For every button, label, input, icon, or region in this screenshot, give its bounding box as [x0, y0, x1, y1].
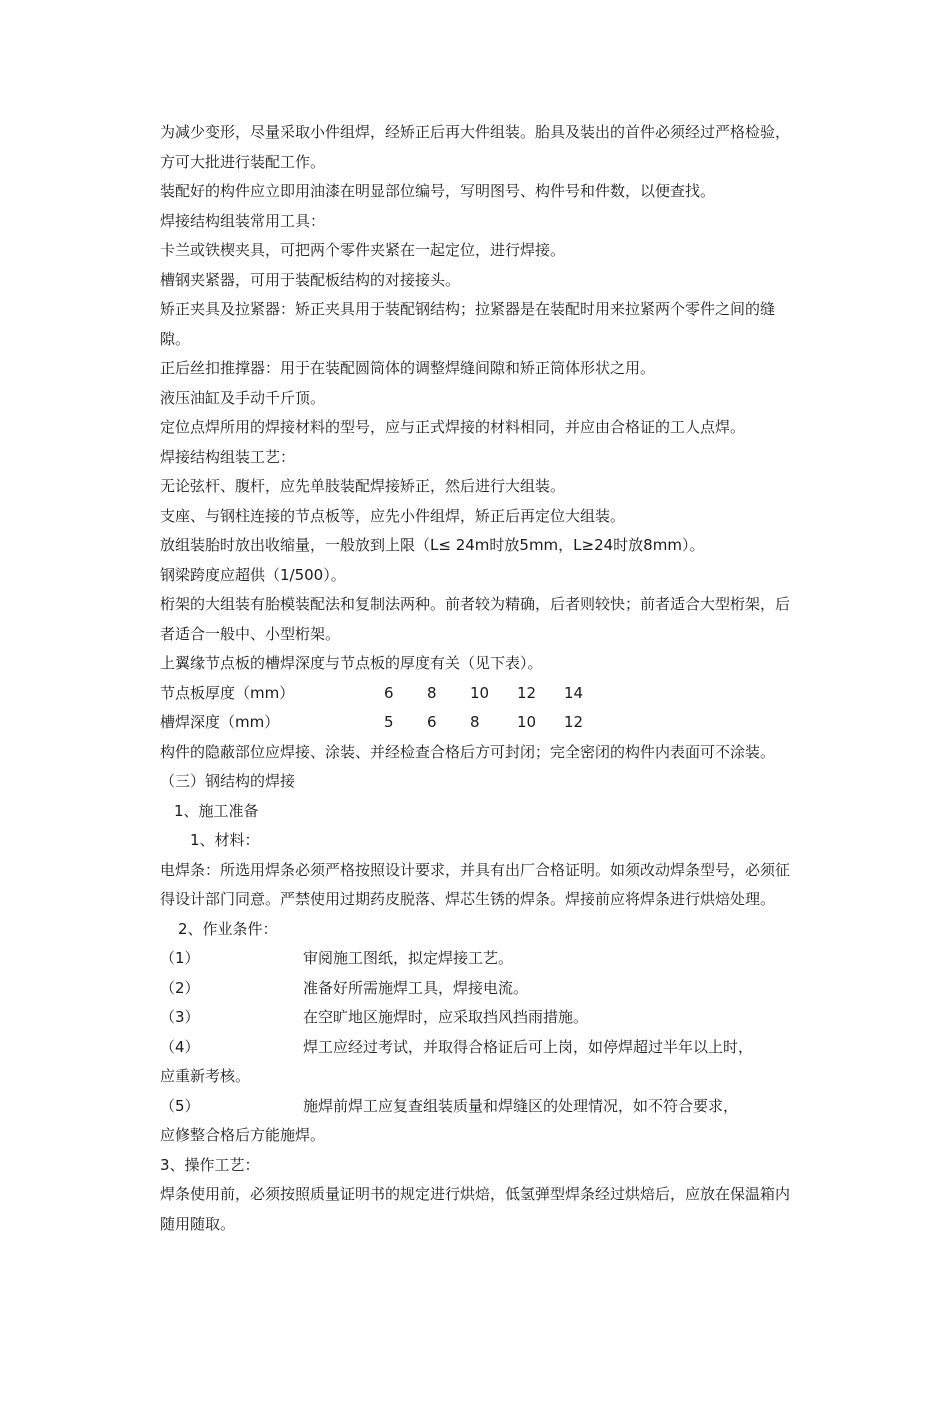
subheading: 3、操作工艺： [160, 1155, 260, 1174]
table-cell: 6 [384, 683, 394, 702]
paragraph: 钢梁跨度应超供（1/500）。 [160, 565, 346, 584]
conditions-list [160, 944, 800, 1151]
list-item-text: 在空旷地区施焊时，应采取挡风挡雨措施。 [303, 1008, 589, 1026]
list-item-continuation: 应修整合格后方能施焊。 [160, 1126, 326, 1144]
paragraph: 桁架的大组装有胎模装配法和复制法两种。前者较为精确，后者则较快；前者适合大型桁架，后者适合一般中、小型桁架。 [160, 595, 791, 643]
paragraph: 液压油缸及手动千斤顶。 [160, 388, 326, 407]
paragraph: 上翼缘节点板的槽焊深度与节点板的厚度有关（见下表）。 [160, 654, 543, 672]
list-item-number: （4） [160, 1037, 200, 1056]
table-cell: 8 [427, 683, 437, 702]
paragraph: 构件的隐蔽部位应焊接、涂装、并经检查合格后方可封闭；完全密闭的构件内表面可不涂装。 [160, 742, 776, 761]
table-row [160, 679, 800, 709]
paragraph: 定位点焊所用的焊接材料的型号，应与正式焊接的材料相同，并应由合格证的工人点焊。 [160, 418, 746, 436]
subheading: 2、作业条件： [178, 919, 278, 938]
list-item-number: （2） [160, 978, 200, 997]
table-cell: 12 [517, 683, 537, 702]
paragraph: 为减少变形，尽量采取小件组焊，经矫正后再大件组装。胎具及装出的首件必须经过严格检验，方可大批进行装配工作。 [160, 123, 791, 171]
paragraph: 焊接结构组装工艺： [160, 447, 296, 466]
list-item-text: 准备好所需施焊工具，焊接电流。 [303, 978, 529, 997]
paragraph: 装配好的构件应立即用油漆在明显部位编号，写明图号、构件号和件数，以便查找。 [160, 182, 716, 200]
paragraph: 槽钢夹紧器，可用于装配板结构的对接接头。 [160, 270, 461, 289]
paragraph: 焊条使用前，必须按照质量证明书的规定进行烘焙，低氢弹型焊条经过烘焙后，应放在保温箱内随用随取。 [160, 1185, 791, 1233]
paragraph: 矫正夹具及拉紧器：矫正夹具用于装配钢结构；拉紧器是在装配时用来拉紧两个零件之间的缝隙。 [160, 300, 776, 348]
section-title: （三）钢结构的焊接 [160, 772, 296, 790]
table-cell: 10 [470, 683, 490, 702]
paragraph: 支座、与钢柱连接的节点板等，应先小件组焊，矫正后再定位大组装。 [160, 506, 626, 525]
table-cell: 6 [427, 713, 437, 731]
table-row-label: 槽焊深度（mm） [160, 713, 280, 731]
list-item-number: （3） [160, 1008, 200, 1026]
list-item-number: （5） [160, 1096, 200, 1115]
table-row [160, 708, 800, 738]
subheading: 1、材料： [190, 831, 260, 849]
list-item-text: 审阅施工图纸，拟定焊接工艺。 [303, 949, 514, 967]
table-cell: 8 [470, 713, 480, 731]
subheading: 1、施工准备 [174, 801, 259, 820]
list-item [160, 1092, 800, 1122]
paragraph: 正后丝扣推撑器：用于在装配圆筒体的调整焊缝间隙和矫正筒体形状之用。 [160, 359, 656, 377]
table-cell: 10 [517, 713, 537, 731]
list-item-text: 施焊前焊工应复查组装质量和焊缝区的处理情况，如不符合要求， [303, 1096, 739, 1115]
paragraph: 卡兰或铁楔夹具，可把两个零件夹紧在一起定位，进行焊接。 [160, 241, 566, 259]
list-item-text: 焊工应经过考试，并取得合格证后可上岗，如停焊超过半年以上时， [303, 1037, 754, 1056]
list-item [160, 974, 800, 1004]
paragraph: 放组装胎时放出收缩量，一般放到上限（L≤ 24m时放5mm，L≥24时放8mm）。 [160, 536, 705, 554]
paragraph: 焊接结构组装常用工具： [160, 211, 326, 230]
table-cell: 5 [384, 713, 394, 731]
list-item [160, 1003, 800, 1033]
table-row-label: 节点板厚度（mm） [160, 683, 295, 702]
table-cell: 14 [564, 683, 584, 702]
paragraph: 电焊条：所选用焊条必须严格按照设计要求，并具有出厂合格证明。如须改动焊条型号，必须征得设计部门同意。严禁使用过期药皮脱落、焊芯生锈的焊条。焊接前应将焊条进行烘焙处理。 [160, 860, 791, 908]
paragraph: 无论弦杆、腹杆，应先单肢装配焊接矫正，然后进行大组装。 [160, 477, 566, 495]
document-page [160, 118, 800, 1239]
list-item [160, 1033, 800, 1063]
list-item-continuation: 应重新考核。 [160, 1067, 251, 1085]
list-item-number: （1） [160, 949, 200, 967]
depth-table [160, 679, 800, 738]
list-item [160, 944, 800, 974]
table-cell: 12 [564, 713, 584, 731]
